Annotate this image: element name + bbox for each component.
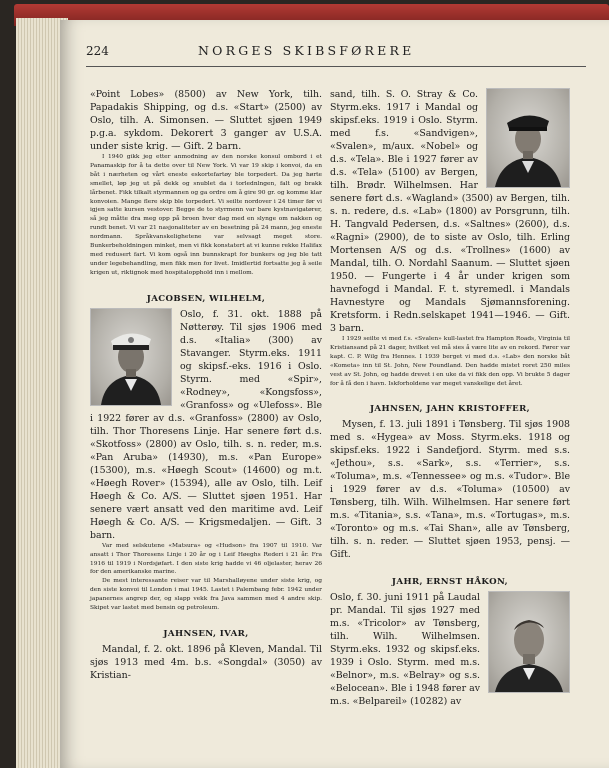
left-column — [90, 88, 322, 682]
entry-heading-jahnsen-ivar: JAHNSEN, IVAR, — [163, 628, 249, 639]
portrait-photo-jahnsen-ivar — [486, 88, 570, 188]
entry-text-jahnsen-ivar: Mandal, f. 2. okt. 1896 på Kleven, Mandal. Til sjøs 1913 med 4m. b.s. «Songdal» (3050) av Kristian- — [90, 643, 322, 681]
entry-text-jahnsen-ivar-cont: sand, tilh. S. O. Stray & Co. Styrm.eks. 1917 i Mandal og skipsf.eks. 1919 i Oslo. Styrm. med f.s. «Sandvigen», «Svalen», m/aux. «Nobel» og d.s. «Tela». Ble i 1927 fører av d.s. «Tela» (5100) av Bergen, tilh. Brødr. Wilhelmsen. Har senere ført d.s. «Wagland» (3500) av Bergen, tilh. s. n. redere, d.s. «Lab» (1800) av Porsgrunn, tilh. H. Tangvald Pedersen, d.s. «Saltnes» (2600), d.s. «Ragni» (2900), de to siste av Oslo, tilh. Erling Mortensen A/S og d.s. «Trollnes» (1600) av Mandal, tilh. O. Nordahl Saanum. — Sluttet sjøen 1950. — Fungerte i 4 år under krigen som havnefogd i Mandal. F. t. styremedl. i Mandals Havnestyre og Mandals Sjømannsforening. Kretsform. i Redn.selskapet 1941—1946. — Gift. 3 barn. — [330, 89, 570, 334]
intro-note: I 1940 gikk jeg etter anmodning av den norske konsul ombord i et Panamaskip for å ta dette over til New York. Vi var 19 skip i konvoi, da en båt i nærheten og vårt eneste eskortefartøy ble torpedert. Da jeg hørte smellet, løp jeg ut på dekk og snublet da i torlednlngen, falt og brakk lårbenet. Fikk tilkalt styrmannen og ga ordre om å gire 90 gr. og komme klar konvoien. Mange flere skip ble torpedert. Vi seilte nordover i 24 timer før vi igjen satte kursen vestover. Begge de to styrmenn var bare kystnavigatører, så jeg måtte dra meg opp på broen hver dag med en slynge om nakken og rundt benet. Vi var 21 nasjonaliteter av en besetning på 24 mann, jeg eneste nordmann. Språkvanskelighetene var selvsagt meget store. Bunkerbeholdningen minket, men vi fikk konstatert at vi kunne rekke Halifax med redusert fart. Vi kom også inn bunnskrapt for bunkers og jeg ble tatt under legebehandling, men fikk men for livet. Imidlertid fortsatte jeg å seile krigen ut, riktignok med hospitalopphold inn i mellom. — [90, 154, 322, 276]
entry-text-jahr: Oslo, f. 30. juni 1911 på Laudal pr. Mandal. Til sjøs 1927 med m.s. «Tricolor» av Tønsberg, tilh. Wilh. Wilhelmsen. Styrm.eks. 1932 og skipsf.eks. 1939 i Oslo. Styrm. med m.s. «Belnor», m.s. «Belray» og s.s. «Belocean». Ble i 1948 fører av m.s. «Belpareil» (10282) av — [330, 592, 480, 708]
entry-text-jahnsen-jahn: Mysen, f. 13. juli 1891 i Tønsberg. Til sjøs 1908 med s. «Hygea» av Moss. Styrm.eks. 1918 og skipsf.eks. 1922 i Sandefjord. Styrm. med s.s. «Jethou», s.s. «Sark», s.s. «Terrier», s.s. «Toluma», m.s. «Tennessee» og m.s. «Tudor». Ble i 1929 fører av d.s. «Toluma» (10500) av Tønsberg, tilh. Wilh. Wilhelmsen. Har senere ført m.s. «Titania», s.s. «Tana», m.s. «Tortugas», m.s. «Toronto» og m.s. «Tai Shan», alle av Tønsberg, tilh. s. n. reder. — Sluttet sjøen 1953, pensj. — Gift. — [330, 419, 570, 561]
entry-note-jahnsen-ivar: I 1929 seilte vi med f.s. «Svalen» kull-lastet fra Hampton Roads, Virginia til Kristiansand på 21 dager, hvilket vel må sies å være lite av en rekord. Fører var kapt. C. P. Wilg fra Hennes. I 1939 berget vi med d.s. «Lab» den norske båt «Kometa» inn til St. John, New Foundland. Den hadde mistet roret 250 miles vest av St. John, og hadde drevet i en uke da vi fikk den opp. Vi brukte 5 dager for å få den i havn. Iskforholdene var meget vanskelige det året. — [330, 336, 570, 387]
right-column — [330, 88, 570, 708]
portrait-photo-jahr — [488, 591, 570, 693]
intro-paragraph: «Point Lobes» (8500) av New York, tilh. Papadakis Shipping, og d.s. «Start» (2500) av Oslo, tilh. A. Simonsen. — Sluttet sjøen 1949 p.g.a. sykdom. Dekorert 3 ganger av U.S.A. under siste krig. — Gift. 2 barn. — [90, 89, 322, 152]
entry-note1-jacobsen: Var med selskutene «Matsura» og «Hudson» fra 1907 til 1910. Var ansatt i Thor Thoresens Linje i 20 år og i Leif Høeghs Rederi i 21 år. Fra 1916 til 1919 i Nordsjøfart. I den siste krig hadde vi 46 oljelaster, herav 26 for den amerikanske marine. — [90, 542, 322, 576]
page-number: 224 — [86, 44, 109, 58]
entry-text-jacobsen: Oslo, f. 31. okt. 1888 på Nøtterøy. Til sjøs 1906 med d.s. «Italia» (300) av Stavanger. Styrm.eks. 1911 og skipsf.-eks. 1916 i Oslo. Styrm. med «Spir», «Rodney», «Kongsfoss», «Granfoss» og «Ulefoss». Ble i 1922 fører av d.s. «Granfoss» (2800) av Oslo, tilh. Thor Thoresens Linje. Har senere ført d.s. «Skotfoss» (2800) av Oslo, tilh. s. n. reder, m.s. «Pan Aruba» (14930), m.s. «Pan Europe» (15300), m.s. «Høegh Scout» (14600) og m.t. «Høegh Rover» (15394), alle av Oslo, tilh. Leif Høegh & Co. A/S. — Sluttet sjøen 1951. Har senere vært ansatt ved den maritime avd. Leif Høegh & Co. A/S. — Krigsmedaljen. — Gift. 3 barn. — [90, 308, 322, 541]
entry-heading-jacobsen: JACOBSEN, WILHELM, — [146, 293, 266, 304]
page-header — [86, 40, 586, 67]
entry-heading-jahr: JAHR, ERNST HÅKON, — [391, 577, 509, 588]
portrait-photo-jacobsen — [90, 308, 172, 406]
entry-note2-jacobsen: De mest interessante reiser var til Marshalløyene under siste krig, og den siste konvoi til London i mai 1945. Lastet i Palembang febr. 1942 under japanernes angrep der, og slapp vekk fra Java sammen med 4 andre skip. Skipet var lastet med bensin og petroleum. — [90, 578, 322, 612]
entry-heading-jahnsen-jahn: JAHNSEN, JAHN KRISTOFFER, — [369, 404, 531, 415]
running-title: NORGES SKIBSFØRERE — [198, 43, 415, 58]
